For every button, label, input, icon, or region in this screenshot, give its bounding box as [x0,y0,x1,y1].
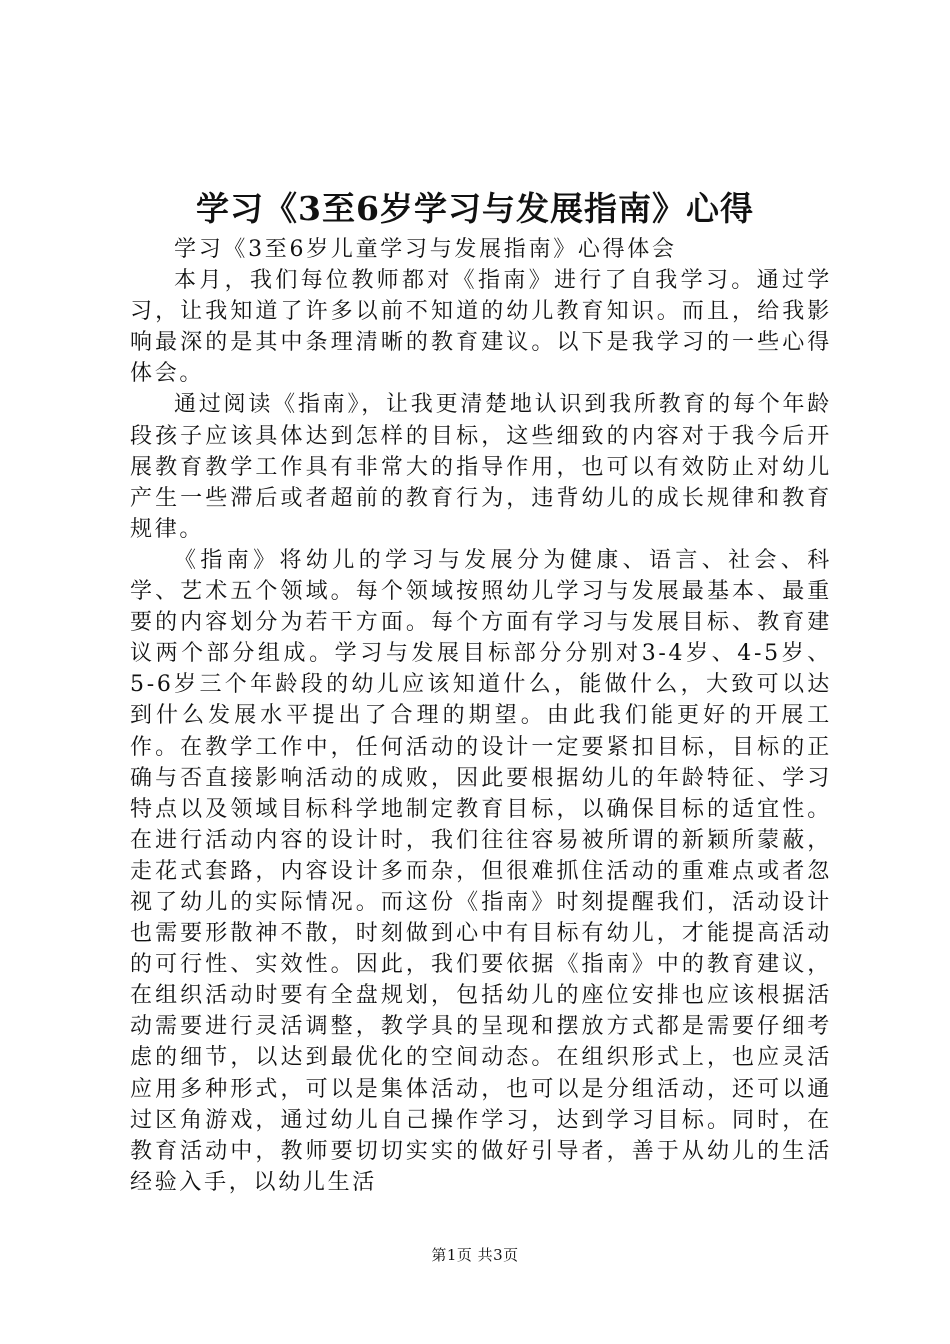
paragraph-1: 本月，我们每位教师都对《指南》进行了自我学习。通过学习，让我知道了许多以前不知道的幼儿教育知识。而且，给我影响最深的是其中条理清晰的教育建议。以下是我学习的一些心得体会。 [130,268,832,387]
page-footer: 第1页 共3页 [431,1246,519,1264]
document-subtitle: 学习《3至6岁儿童学习与发展指南》心得体会 [174,237,677,262]
document-title: 学习《3至6岁学习与发展指南》心得 [196,189,754,228]
document-body [130,234,832,1198]
paragraph-2: 通过阅读《指南》，让我更清楚地认识到我所教育的每个年龄段孩子应该具体达到怎样的目标，这些细致的内容对于我今后开展教育教学工作具有非常大的指导作用，也可以有效防止对幼儿产生一些滞后或者超前的教育行为，违背幼儿的成长规律和教育规律。 [130,392,832,542]
paragraph-3: 《指南》将幼儿的学习与发展分为健康、语言、社会、科学、艺术五个领域。每个领域按照幼儿学习与发展最基本、最重要的内容划分为若干方面。每个方面有学习与发展目标、教育建议两个部分组成。学习与发展目标部分分别对3-4岁、4-5岁、5-6岁三个年龄段的幼儿应该知道什么，能做什么，大致可以达到什么发展水平提出了合理的期望。由此我们能更好的开展工作。在教学工作中，任何活动的设计一定要紧扣目标，目标的正确与否直接影响活动的成败，因此要根据幼儿的年龄特征、学习特点以及领域目标科学地制定教育目标，以确保目标的适宜性。在进行活动内容的设计时，我们往往容易被所谓的新颖所蒙蔽，走花式套路，内容设计多而杂，但很难抓住活动的重难点或者忽视了幼儿的实际情况。而这份《指南》时刻提醒我们，活动设计也需要形散神不散，时刻做到心中有目标有幼儿，才能提高活动的可行性、实效性。因此，我们要依据《指南》中的教育建议，在组织活动时要有全盘规划，包括幼儿的座位安排也应该根据活动需要进行灵活调整，教学具的呈现和摆放方式都是需要仔细考虑的细节，以达到最优化的空间动态。在组织形式上，也应灵活应用多种形式，可以是集体活动，也可以是分组活动，还可以通过区角游戏，通过幼儿自己操作学习，达到学习目标。同时，在教育活动中，教师要切切实实的做好引导者，善于从幼儿的生活经验入手，以幼儿生活 [130,547,832,1195]
